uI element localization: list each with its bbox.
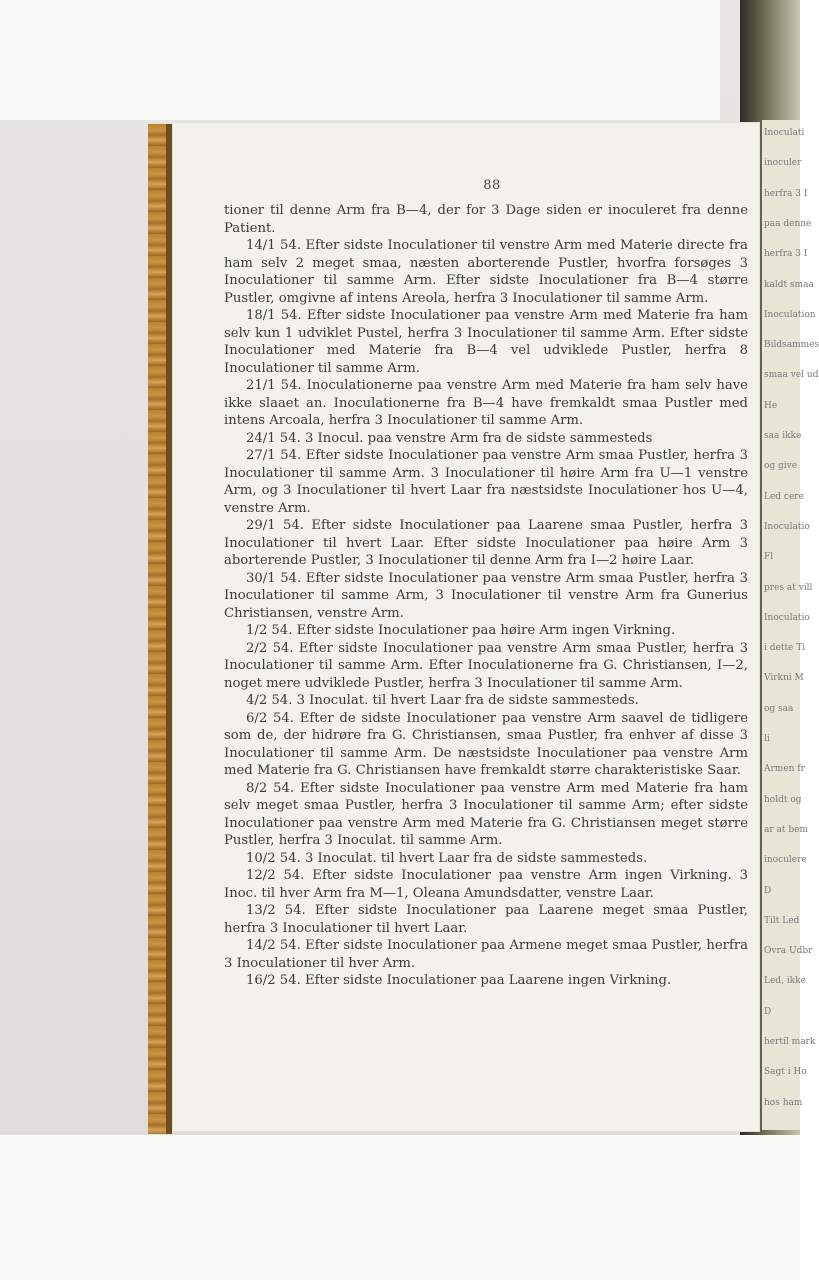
facing-page-fragment: Inoculatio — [764, 612, 810, 623]
facing-page-fragment: Virkni M — [764, 673, 804, 684]
paragraph: 21/1 54. Inoculationerne paa venstre Arm med Materie fra ham selv have ikke slaaet an. Inoculationerne fra B—4 have fremkaldt smaa Pustler med intens Arcoala, herfra 3 Inoculationer til samme Arm. — [224, 378, 748, 428]
paragraph: 29/1 54. Efter sidste Inoculationer paa Laarene smaa Pustler, herfra 3 Inoculationer til hvert Laar. Efter sidste Inoculationer paa høire Arm 3 aborterende Pustler, 3 Inoculationer til denne Arm fra I—2 høire Laar. — [224, 518, 748, 568]
facing-page-fragment: hos ham — [764, 1097, 803, 1108]
facing-page-fragment: saa ikke — [764, 431, 802, 442]
paragraph: 14/1 54. Efter sidste Inoculationer til venstre Arm med Materie directe fra ham selv 2 meget smaa, næsten aborterende Pustler, hvorfra forsøges 3 Inoculationer til samme Arm. Efter sidste Inoculationer fra B—4 større Pustler, omgivne af intens Areola, herfra 3 Inoculationer til samme Arm. — [224, 238, 748, 306]
facing-page-edge — [762, 120, 819, 1130]
facing-page-fragment: inoculere — [764, 855, 807, 866]
facing-page-fragment: D — [764, 1006, 772, 1017]
page-number: 88 — [483, 178, 501, 193]
paragraph: 16/2 54. Efter sidste Inoculationer paa Laarene ingen Virkning. — [246, 973, 672, 988]
facing-page-fragment: Led, ikke — [764, 976, 806, 987]
facing-page-fragment: Fl — [764, 552, 774, 563]
paragraph: 1/2 54. Efter sidste Inoculationer paa høire Arm ingen Virkning. — [246, 623, 676, 638]
facing-page-fragment: pres at vill — [764, 582, 813, 593]
facing-page-fragment: i dette Ti — [764, 643, 806, 654]
page-text — [224, 202, 748, 990]
facing-page-fragment: Sagt i Ho — [764, 1067, 807, 1078]
paragraph: 6/2 54. Efter de sidste Inoculationer paa venstre Arm saavel de tidligere som de, der hidrøre fra G. Christiansen, smaa Pustler, fra enhver af disse 3 Inoculationer til samme Arm. De næstsidste Inoculationer paa venstre Arm med Materie fra G. Christiansen have fremkaldt større charakteristiske Saar. — [224, 710, 748, 778]
book-page — [172, 122, 760, 1132]
facing-page-fragment: ar at bem — [764, 824, 808, 835]
paragraph: 8/2 54. Efter sidste Inoculationer paa venstre Arm med Materie fra ham selv meget smaa Pustler, herfra 3 Inoculationer til samme Arm; efter sidste Inoculationer paa venstre Arm med Materie fra G. Christiansen meget større Pustler, herfra 3 Inoculat. til samme Arm. — [224, 780, 748, 848]
paragraph: 13/2 54. Efter sidste Inoculationer paa Laarene meget smaa Pustler, herfra 3 Inoculationer til hvert Laar. — [224, 903, 748, 936]
paragraph: 30/1 54. Efter sidste Inoculationer paa venstre Arm smaa Pustler, herfra 3 Inoculationer til samme Arm, 3 Inoculationer til venstre Arm fra Gunerius Christiansen, venstre Arm. — [224, 570, 748, 621]
facing-page-fragment: smaa vel ud — [764, 370, 819, 381]
facing-page-fragment: li — [764, 734, 770, 745]
facing-page-fragment: He — [764, 400, 778, 411]
paragraph: 27/1 54. Efter sidste Inoculationer paa venstre Arm smaa Pustler, herfra 3 Inoculationer til samme Arm. 3 Inoculationer til høire Arm fra U—1 venstre Arm, og 3 Inoculationer til hvert Laar fra næstsidste Inoculationer hos U—4, venstre Arm. — [224, 448, 748, 516]
paragraph: 10/2 54. 3 Inoculat. til hvert Laar fra de sidste sammesteds. — [246, 850, 648, 866]
paragraph: 14/2 54. Efter sidste Inoculationer paa Armene meget smaa Pustler, herfra 3 Inoculationer til hver Arm. — [224, 938, 748, 971]
facing-page-fragment: D — [764, 885, 772, 896]
facing-page-fragment: Tilt Led — [764, 915, 800, 926]
facing-page-fragment: holdt og — [764, 794, 802, 805]
paragraph: 24/1 54. 3 Inocul. paa venstre Arm fra de sidste sammesteds — [246, 430, 653, 446]
facing-page-fragment: inoculer — [764, 158, 802, 169]
facing-page-fragment: Bildsammes — [764, 340, 819, 351]
facing-page-fragment: paa denne — [764, 218, 812, 229]
paragraph: tioner til denne Arm fra B—4, der for 3 Dage siden er inoculeret fra denne Patient. — [224, 203, 748, 236]
facing-page-fragment: Led cere — [764, 491, 804, 502]
bottom-margin — [0, 1135, 800, 1280]
facing-page-fragment: Inoculation — [764, 309, 816, 320]
facing-page-fragment: Inoculati — [764, 128, 805, 138]
paragraph: 4/2 54. 3 Inoculat. til hvert Laar fra de sidste sammesteds. — [246, 693, 639, 708]
facing-page-fragment: Inoculatio — [764, 521, 810, 532]
facing-page-fragment: og give — [764, 461, 798, 472]
facing-page-fragment: hertil mark — [764, 1037, 816, 1048]
paragraph: 2/2 54. Efter sidste Inoculationer paa venstre Arm smaa Pustler, herfra 3 Inoculationer til samme Arm. Efter Inoculationerne fra G. Christiansen, I—2, noget mere udviklede Pustler, herfra 3 Inoculationer til samme Arm. — [224, 640, 748, 691]
facing-page-fragment: Armen fr — [764, 764, 805, 775]
facing-page-fragment: herfra 3 I — [764, 249, 808, 260]
top-margin — [0, 0, 720, 120]
facing-page-fragment: og saa — [764, 703, 794, 714]
facing-page-fragment: herfra 3 I — [764, 188, 808, 199]
facing-page-fragment: Ovra Udbr — [764, 946, 813, 957]
facing-page-fragment: kaldt smaa — [764, 279, 814, 290]
paragraph: 12/2 54. Efter sidste Inoculationer paa venstre Arm ingen Virkning. 3 Inoc. til hver Arm fra M—1, Oleana Amundsdatter, venstre Laar. — [224, 868, 748, 901]
paragraph: 18/1 54. Efter sidste Inoculationer paa venstre Arm med Materie fra ham selv kun 1 udviklet Pustel, herfra 3 Inoculationer til samme Arm. Efter sidste Inoculationer med Materie fra B—4 vel udviklede Pustler, herfra 8 Inoculationer til samme Arm. — [224, 308, 748, 376]
